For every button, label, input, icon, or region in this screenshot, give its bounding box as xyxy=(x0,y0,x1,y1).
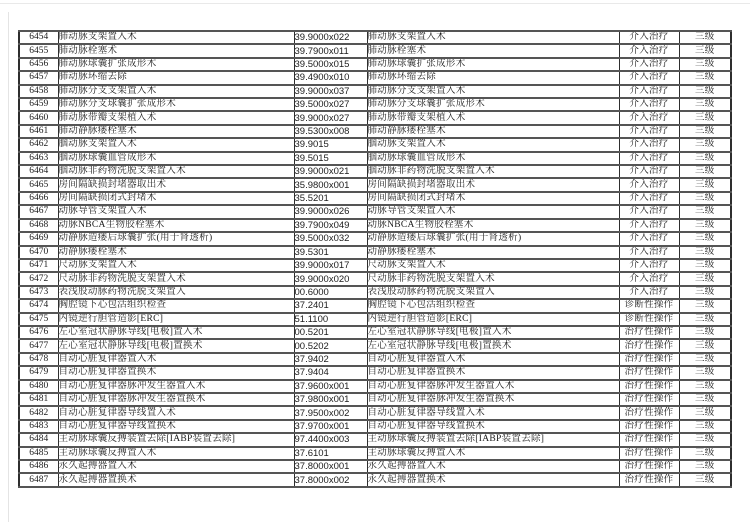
procedure-name-cell: 自动心脏复律器导线置换术 xyxy=(58,420,294,433)
procedure-name-cell: 肺动脉分支支架置入术 xyxy=(58,85,294,98)
procedure-name-repeat-cell: 动静脉造瘘后球囊扩张(用于肾透析) xyxy=(367,232,619,245)
row-number-cell: 6475 xyxy=(19,313,58,326)
procedure-code-cell: 37.2401 xyxy=(294,299,367,312)
row-number-cell: 6477 xyxy=(19,339,58,352)
procedure-name-cell: 表浅股动脉药物洗脱支架置入 xyxy=(58,286,294,299)
row-number-cell: 6476 xyxy=(19,326,58,339)
table-row xyxy=(19,433,731,446)
procedure-code-cell: 37.9800x001 xyxy=(294,393,367,406)
row-number-cell: 6461 xyxy=(19,125,58,138)
procedure-code-cell: 39.9000x037 xyxy=(294,85,367,98)
row-number-cell: 6464 xyxy=(19,165,58,178)
table-row xyxy=(19,366,731,379)
row-number-cell: 6487 xyxy=(19,473,58,487)
level-cell: 三级 xyxy=(679,473,731,487)
category-cell: 介入治疗 xyxy=(619,138,679,151)
level-cell: 三级 xyxy=(679,380,731,393)
level-cell: 三级 xyxy=(679,393,731,406)
row-number-cell: 6481 xyxy=(19,393,58,406)
level-cell: 三级 xyxy=(679,125,731,138)
category-cell: 介入治疗 xyxy=(619,58,679,71)
row-number-cell: 6485 xyxy=(19,447,58,460)
level-cell: 三级 xyxy=(679,460,731,473)
procedure-name-repeat-cell: 肺动脉球囊扩张成形术 xyxy=(367,58,619,71)
category-cell: 治疗性操作 xyxy=(619,393,679,406)
procedure-code-cell: 97.4400x003 xyxy=(294,433,367,446)
level-cell: 三级 xyxy=(679,246,731,259)
category-cell: 治疗性操作 xyxy=(619,353,679,366)
procedure-name-repeat-cell: 左心室冠状静脉导线[电极]置换术 xyxy=(367,339,619,352)
category-cell: 介入治疗 xyxy=(619,259,679,272)
table-row xyxy=(19,152,731,165)
procedure-code-cell: 37.9500x002 xyxy=(294,406,367,419)
level-cell: 三级 xyxy=(679,138,731,151)
row-number-cell: 6486 xyxy=(19,460,58,473)
category-cell: 介入治疗 xyxy=(619,125,679,138)
category-cell: 治疗性操作 xyxy=(619,406,679,419)
procedure-name-cell: 尺动脉非药物洗脱支架置入术 xyxy=(58,272,294,285)
procedure-name-repeat-cell: 动脉NBCA生物胶栓塞术 xyxy=(367,219,619,232)
category-cell: 诊断性操作 xyxy=(619,313,679,326)
category-cell: 治疗性操作 xyxy=(619,420,679,433)
procedure-name-repeat-cell: 尺动脉支架置入术 xyxy=(367,259,619,272)
procedure-name-cell: 肺动静脉瘘栓塞术 xyxy=(58,125,294,138)
procedure-code-cell: 37.8000x001 xyxy=(294,460,367,473)
category-cell: 介入治疗 xyxy=(619,152,679,165)
level-cell: 三级 xyxy=(679,232,731,245)
procedure-name-cell: 肺动脉带瓣支架植入术 xyxy=(58,111,294,124)
row-number-cell: 6474 xyxy=(19,299,58,312)
level-cell: 三级 xyxy=(679,299,731,312)
table-row xyxy=(19,473,731,487)
procedure-name-repeat-cell: 自动心脏复律器脉冲发生器置入术 xyxy=(367,380,619,393)
category-cell: 介入治疗 xyxy=(619,71,679,84)
procedure-name-cell: 腘动脉球囊血管成形术 xyxy=(58,152,294,165)
table-row xyxy=(19,353,731,366)
procedure-name-repeat-cell: 房间隔缺损闭式封堵术 xyxy=(367,192,619,205)
category-cell: 诊断性操作 xyxy=(619,299,679,312)
category-cell: 治疗性操作 xyxy=(619,380,679,393)
row-number-cell: 6454 xyxy=(19,31,58,44)
procedure-code-cell: 00.5201 xyxy=(294,326,367,339)
procedure-code-cell: 39.9000x017 xyxy=(294,259,367,272)
procedure-code-cell: 39.5015 xyxy=(294,152,367,165)
procedure-name-repeat-cell: 自动心脏复律器置换术 xyxy=(367,366,619,379)
row-number-cell: 6470 xyxy=(19,246,58,259)
procedure-name-repeat-cell: 肺动静脉瘘栓塞术 xyxy=(367,125,619,138)
table-row xyxy=(19,192,731,205)
procedure-name-cell: 动脉NBCA生物胶栓塞术 xyxy=(58,219,294,232)
scan-edge-artifact-left xyxy=(8,12,9,522)
procedure-name-repeat-cell: 肺动脉栓塞术 xyxy=(367,44,619,57)
table-row xyxy=(19,460,731,473)
category-cell: 介入治疗 xyxy=(619,31,679,44)
procedure-code-cell: 39.9000x026 xyxy=(294,205,367,218)
level-cell: 三级 xyxy=(679,44,731,57)
procedure-name-repeat-cell: 自动心脏复律器导线置入术 xyxy=(367,406,619,419)
procedure-table-body xyxy=(19,31,731,487)
procedure-name-cell: 肺动脉栓塞术 xyxy=(58,44,294,57)
procedure-name-cell: 肺动脉分支球囊扩张成形术 xyxy=(58,98,294,111)
category-cell: 治疗性操作 xyxy=(619,326,679,339)
procedure-code-cell: 39.9000x020 xyxy=(294,272,367,285)
procedure-code-cell: 39.5000x032 xyxy=(294,232,367,245)
row-number-cell: 6465 xyxy=(19,178,58,191)
procedure-code-cell: 00.6000 xyxy=(294,286,367,299)
row-number-cell: 6472 xyxy=(19,272,58,285)
procedure-grading-table xyxy=(18,30,732,488)
category-cell: 介入治疗 xyxy=(619,272,679,285)
level-cell: 三级 xyxy=(679,219,731,232)
category-cell: 治疗性操作 xyxy=(619,460,679,473)
procedure-name-cell: 永久起搏器置入术 xyxy=(58,460,294,473)
level-cell: 三级 xyxy=(679,313,731,326)
procedure-name-cell: 肺动脉支架置入术 xyxy=(58,31,294,44)
procedure-name-repeat-cell: 主动脉球囊反搏置入术 xyxy=(367,447,619,460)
procedure-name-cell: 内镜逆行胆管造影[ERC] xyxy=(58,313,294,326)
procedure-name-repeat-cell: 动静脉瘘栓塞术 xyxy=(367,246,619,259)
category-cell: 介入治疗 xyxy=(619,178,679,191)
procedure-name-repeat-cell: 主动脉球囊反搏装置去除[IABP装置去除] xyxy=(367,433,619,446)
procedure-name-repeat-cell: 腘动脉球囊血管成形术 xyxy=(367,152,619,165)
procedure-name-cell: 自动心脏复律器脉冲发生器置入术 xyxy=(58,380,294,393)
procedure-code-cell: 37.9700x001 xyxy=(294,420,367,433)
row-number-cell: 6455 xyxy=(19,44,58,57)
procedure-name-cell: 腘动脉非药物洗脱支架置入术 xyxy=(58,165,294,178)
table-row xyxy=(19,246,731,259)
row-number-cell: 6457 xyxy=(19,71,58,84)
row-number-cell: 6468 xyxy=(19,219,58,232)
procedure-name-repeat-cell: 肺动脉环缩去除 xyxy=(367,71,619,84)
procedure-name-repeat-cell: 尺动脉非药物洗脱支架置入术 xyxy=(367,272,619,285)
table-row xyxy=(19,232,731,245)
level-cell: 三级 xyxy=(679,326,731,339)
level-cell: 三级 xyxy=(679,433,731,446)
procedure-name-cell: 左心室冠状静脉导线[电极]置换术 xyxy=(58,339,294,352)
category-cell: 介入治疗 xyxy=(619,44,679,57)
table-row xyxy=(19,393,731,406)
category-cell: 治疗性操作 xyxy=(619,339,679,352)
procedure-name-cell: 主动脉球囊反搏装置去除[IABP装置去除] xyxy=(58,433,294,446)
procedure-code-cell: 39.4900x010 xyxy=(294,71,367,84)
table-row xyxy=(19,165,731,178)
procedure-name-cell: 房间隔缺损封堵器取出术 xyxy=(58,178,294,191)
procedure-code-cell: 37.6101 xyxy=(294,447,367,460)
table-row xyxy=(19,447,731,460)
procedure-name-repeat-cell: 肺动脉分支支架置入术 xyxy=(367,85,619,98)
procedure-name-repeat-cell: 左心室冠状静脉导线[电极]置入术 xyxy=(367,326,619,339)
level-cell: 三级 xyxy=(679,339,731,352)
table-row xyxy=(19,420,731,433)
procedure-code-cell: 39.9000x021 xyxy=(294,165,367,178)
procedure-name-repeat-cell: 表浅股动脉药物洗脱支架置入 xyxy=(367,286,619,299)
level-cell: 三级 xyxy=(679,71,731,84)
procedure-name-cell: 自动心脏复律器置换术 xyxy=(58,366,294,379)
row-number-cell: 6467 xyxy=(19,205,58,218)
category-cell: 治疗性操作 xyxy=(619,433,679,446)
category-cell: 介入治疗 xyxy=(619,205,679,218)
category-cell: 介入治疗 xyxy=(619,98,679,111)
procedure-name-cell: 胸腔镜下心包活组织检查 xyxy=(58,299,294,312)
row-number-cell: 6482 xyxy=(19,406,58,419)
procedure-name-repeat-cell: 内镜逆行胆管造影[ERC] xyxy=(367,313,619,326)
procedure-code-cell: 35.9800x001 xyxy=(294,178,367,191)
category-cell: 治疗性操作 xyxy=(619,473,679,487)
procedure-code-cell: 37.8000x002 xyxy=(294,473,367,487)
procedure-name-repeat-cell: 腘动脉非药物洗脱支架置入术 xyxy=(367,165,619,178)
procedure-code-cell: 37.9404 xyxy=(294,366,367,379)
procedure-name-repeat-cell: 自动心脏复律器脉冲发生器置换术 xyxy=(367,393,619,406)
row-number-cell: 6479 xyxy=(19,366,58,379)
table-row xyxy=(19,44,731,57)
table-row xyxy=(19,339,731,352)
row-number-cell: 6462 xyxy=(19,138,58,151)
category-cell: 治疗性操作 xyxy=(619,447,679,460)
level-cell: 三级 xyxy=(679,353,731,366)
row-number-cell: 6484 xyxy=(19,433,58,446)
procedure-code-cell: 35.5201 xyxy=(294,192,367,205)
procedure-name-repeat-cell: 自动心脏复律器导线置换术 xyxy=(367,420,619,433)
procedure-name-cell: 肺动脉球囊扩张成形术 xyxy=(58,58,294,71)
procedure-code-cell: 39.7900x049 xyxy=(294,219,367,232)
row-number-cell: 6473 xyxy=(19,286,58,299)
procedure-code-cell: 39.5000x027 xyxy=(294,98,367,111)
procedure-name-repeat-cell: 动脉导管支架置入术 xyxy=(367,205,619,218)
procedure-name-cell: 肺动脉环缩去除 xyxy=(58,71,294,84)
procedure-code-cell: 39.5300x008 xyxy=(294,125,367,138)
table-row xyxy=(19,299,731,312)
table-row xyxy=(19,178,731,191)
procedure-name-cell: 房间隔缺损闭式封堵术 xyxy=(58,192,294,205)
level-cell: 三级 xyxy=(679,98,731,111)
table-row xyxy=(19,125,731,138)
table-row xyxy=(19,58,731,71)
procedure-name-cell: 左心室冠状静脉导线[电极]置入术 xyxy=(58,326,294,339)
category-cell: 治疗性操作 xyxy=(619,366,679,379)
table-row xyxy=(19,406,731,419)
procedure-name-cell: 动静脉瘘栓塞术 xyxy=(58,246,294,259)
row-number-cell: 6480 xyxy=(19,380,58,393)
procedure-name-repeat-cell: 肺动脉带瓣支架植入术 xyxy=(367,111,619,124)
procedure-code-cell: 39.9000x027 xyxy=(294,111,367,124)
level-cell: 三级 xyxy=(679,178,731,191)
table-row xyxy=(19,98,731,111)
procedure-code-cell: 00.5202 xyxy=(294,339,367,352)
level-cell: 三级 xyxy=(679,85,731,98)
procedure-name-repeat-cell: 胸腔镜下心包活组织检查 xyxy=(367,299,619,312)
procedure-name-repeat-cell: 肺动脉支架置入术 xyxy=(367,31,619,44)
level-cell: 三级 xyxy=(679,366,731,379)
table-row xyxy=(19,138,731,151)
category-cell: 介入治疗 xyxy=(619,85,679,98)
level-cell: 三级 xyxy=(679,111,731,124)
table-row xyxy=(19,272,731,285)
category-cell: 介入治疗 xyxy=(619,219,679,232)
level-cell: 三级 xyxy=(679,259,731,272)
row-number-cell: 6463 xyxy=(19,152,58,165)
level-cell: 三级 xyxy=(679,286,731,299)
row-number-cell: 6469 xyxy=(19,232,58,245)
procedure-name-repeat-cell: 永久起搏器置入术 xyxy=(367,460,619,473)
level-cell: 三级 xyxy=(679,272,731,285)
level-cell: 三级 xyxy=(679,205,731,218)
category-cell: 介入治疗 xyxy=(619,246,679,259)
procedure-name-repeat-cell: 房间隔缺损封堵器取出术 xyxy=(367,178,619,191)
procedure-name-cell: 自动心脏复律器脉冲发生器置换术 xyxy=(58,393,294,406)
procedure-name-cell: 主动脉球囊反搏置入术 xyxy=(58,447,294,460)
row-number-cell: 6460 xyxy=(19,111,58,124)
procedure-code-cell: 39.9015 xyxy=(294,138,367,151)
table-row xyxy=(19,286,731,299)
procedure-name-repeat-cell: 肺动脉分支球囊扩张成形术 xyxy=(367,98,619,111)
level-cell: 三级 xyxy=(679,58,731,71)
procedure-code-cell: 37.9600x001 xyxy=(294,380,367,393)
procedure-name-cell: 尺动脉支架置入术 xyxy=(58,259,294,272)
table-row xyxy=(19,71,731,84)
procedure-name-repeat-cell: 永久起搏器置换术 xyxy=(367,473,619,487)
procedure-name-cell: 动脉导管支架置入术 xyxy=(58,205,294,218)
procedure-code-cell: 39.7900x011 xyxy=(294,44,367,57)
level-cell: 三级 xyxy=(679,406,731,419)
procedure-name-repeat-cell: 自动心脏复律器置入术 xyxy=(367,353,619,366)
procedure-name-cell: 自动心脏复律器置入术 xyxy=(58,353,294,366)
procedure-name-cell: 自动心脏复律器导线置入术 xyxy=(58,406,294,419)
level-cell: 三级 xyxy=(679,152,731,165)
table-row xyxy=(19,313,731,326)
level-cell: 三级 xyxy=(679,447,731,460)
procedure-name-cell: 动静脉造瘘后球囊扩张(用于肾透析) xyxy=(58,232,294,245)
procedure-code-cell: 39.9000x022 xyxy=(294,31,367,44)
table-row xyxy=(19,219,731,232)
row-number-cell: 6471 xyxy=(19,259,58,272)
scan-edge-artifact-top xyxy=(0,3,750,4)
procedure-name-cell: 腘动脉支架置入术 xyxy=(58,138,294,151)
procedure-name-repeat-cell: 腘动脉支架置入术 xyxy=(367,138,619,151)
table-row xyxy=(19,205,731,218)
row-number-cell: 6458 xyxy=(19,85,58,98)
row-number-cell: 6456 xyxy=(19,58,58,71)
procedure-code-cell: 39.5301 xyxy=(294,246,367,259)
category-cell: 介入治疗 xyxy=(619,286,679,299)
row-number-cell: 6483 xyxy=(19,420,58,433)
table-row xyxy=(19,259,731,272)
level-cell: 三级 xyxy=(679,165,731,178)
category-cell: 介入治疗 xyxy=(619,111,679,124)
row-number-cell: 6478 xyxy=(19,353,58,366)
table-row xyxy=(19,85,731,98)
procedure-code-cell: 37.9402 xyxy=(294,353,367,366)
row-number-cell: 6466 xyxy=(19,192,58,205)
level-cell: 三级 xyxy=(679,192,731,205)
category-cell: 介入治疗 xyxy=(619,232,679,245)
category-cell: 介入治疗 xyxy=(619,192,679,205)
table-row xyxy=(19,326,731,339)
procedure-name-cell: 永久起搏器置换术 xyxy=(58,473,294,487)
procedure-code-cell: 51.1100 xyxy=(294,313,367,326)
table-row xyxy=(19,31,731,44)
level-cell: 三级 xyxy=(679,31,731,44)
table-row xyxy=(19,380,731,393)
procedure-code-cell: 39.5000x015 xyxy=(294,58,367,71)
level-cell: 三级 xyxy=(679,420,731,433)
category-cell: 介入治疗 xyxy=(619,165,679,178)
row-number-cell: 6459 xyxy=(19,98,58,111)
table-row xyxy=(19,111,731,124)
